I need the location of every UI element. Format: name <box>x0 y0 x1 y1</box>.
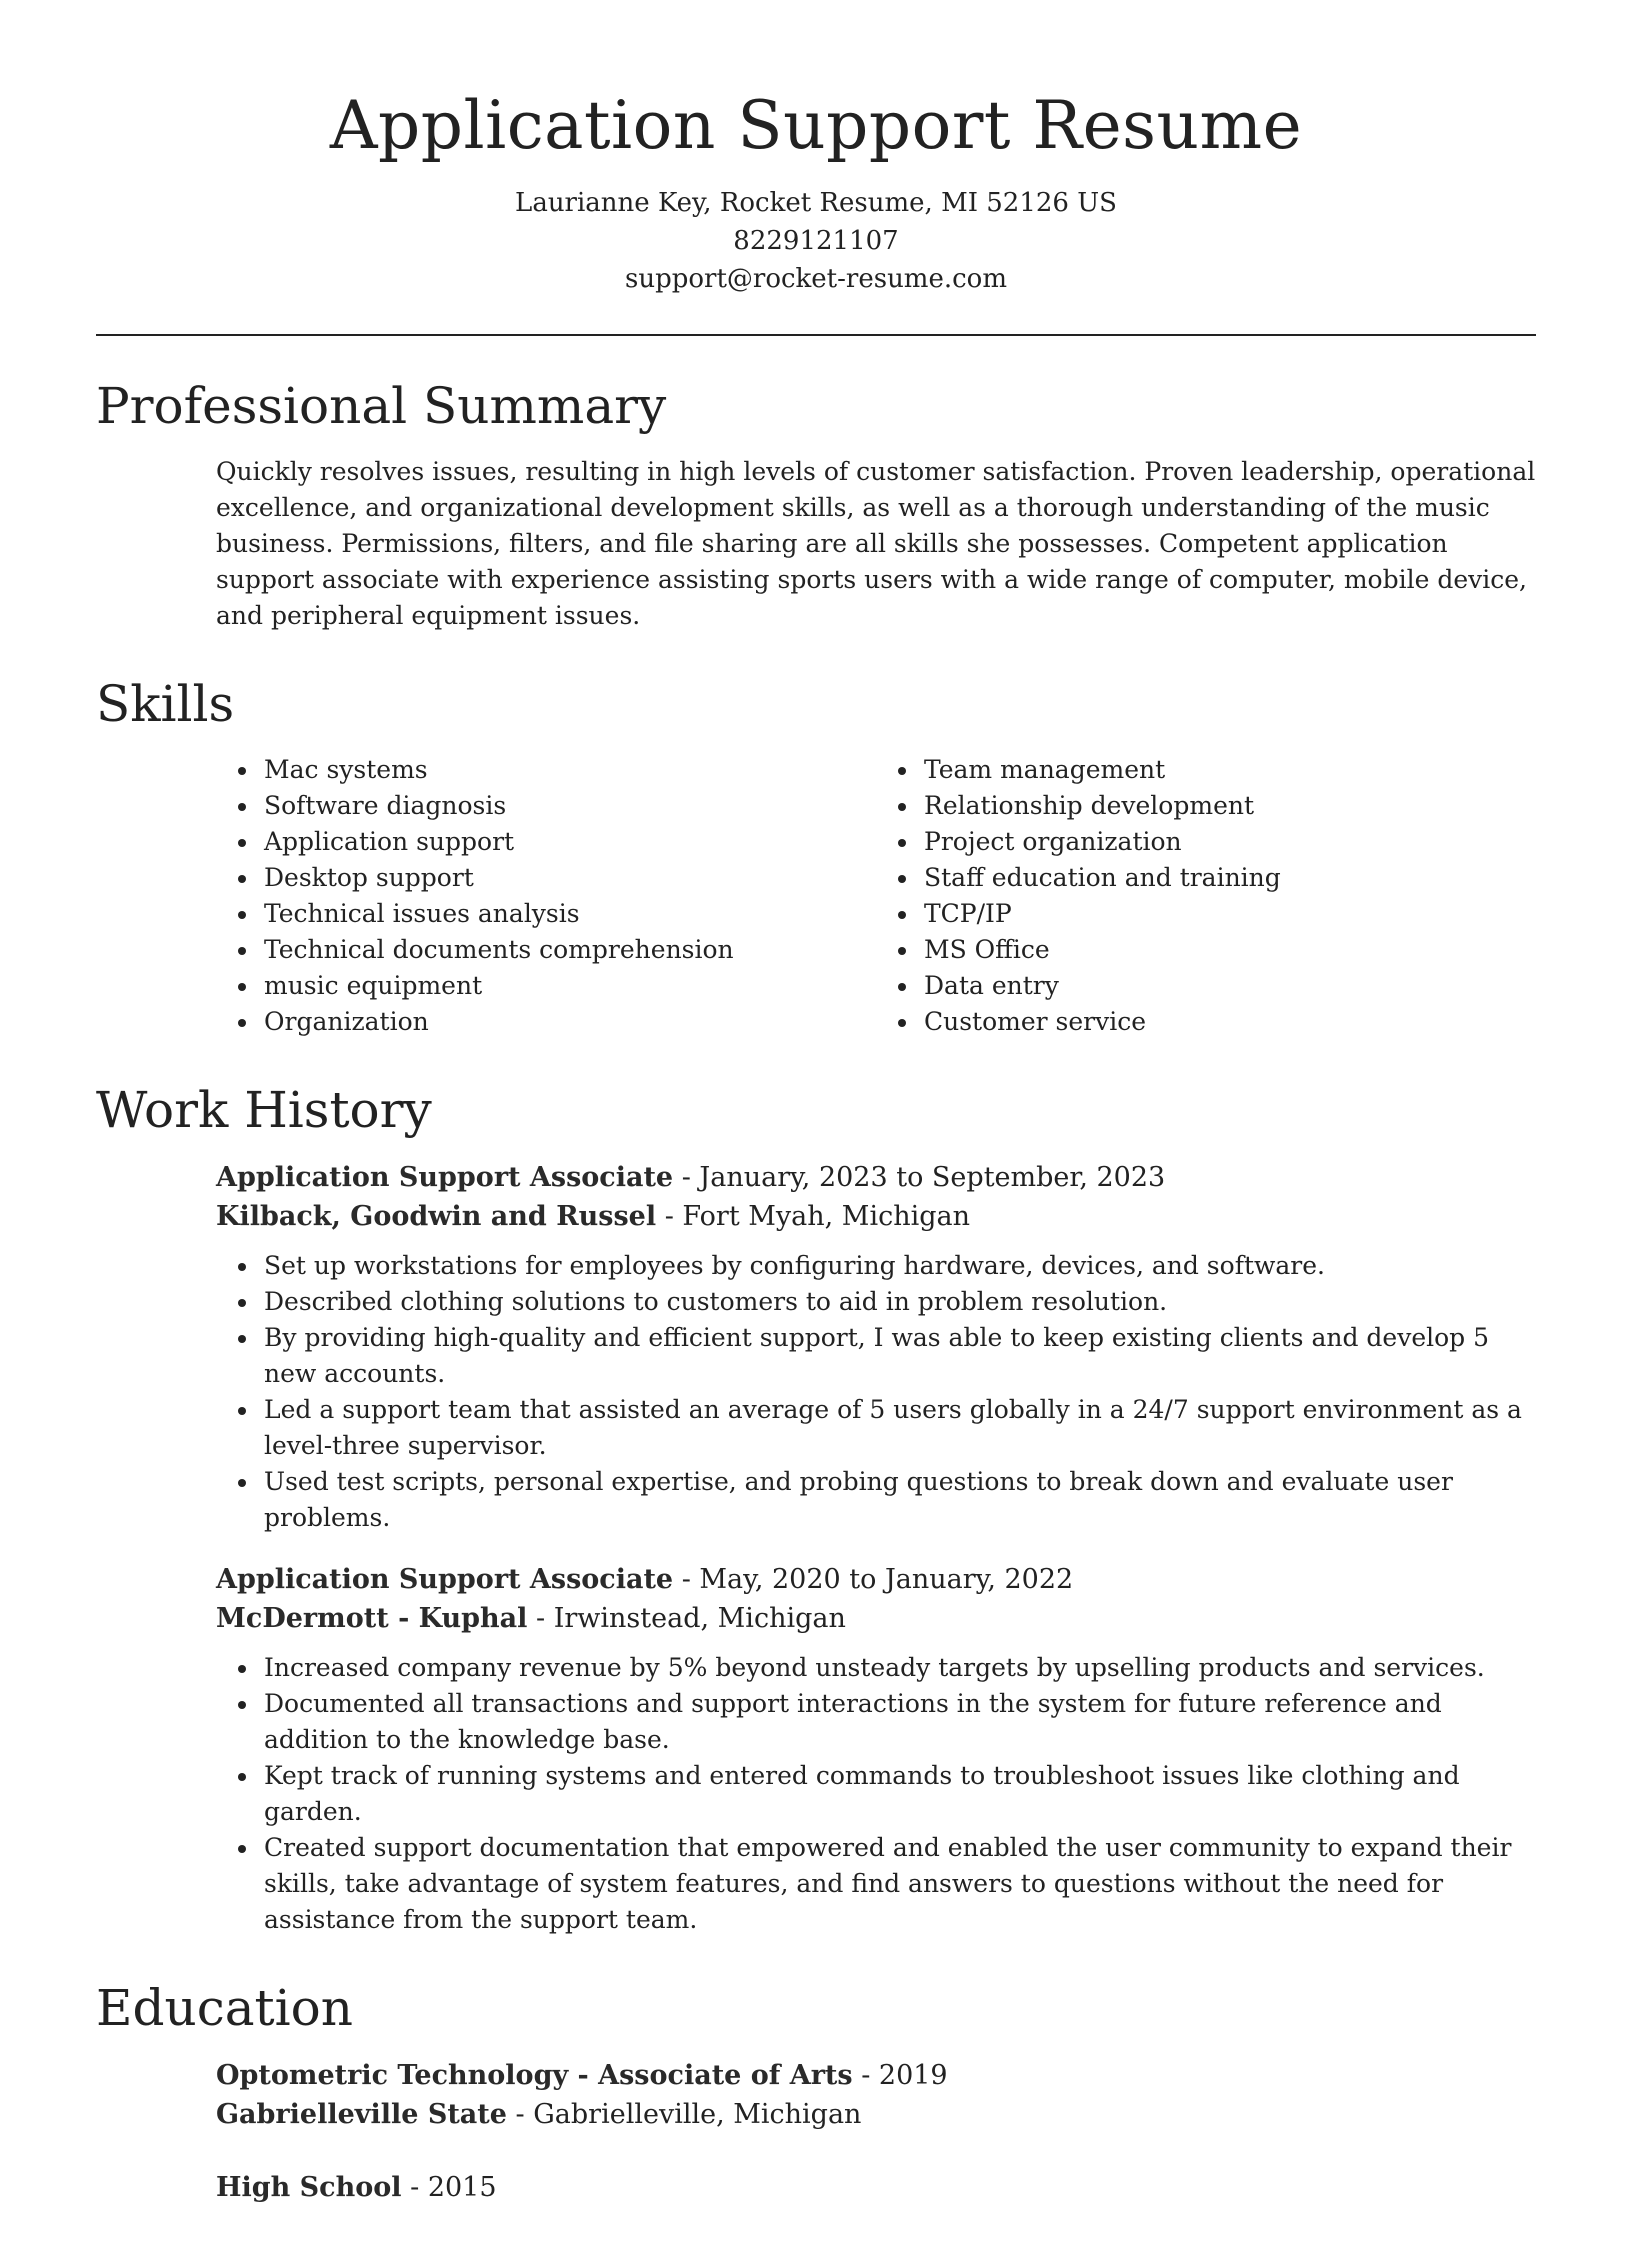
education-degree: High School <box>216 2172 402 2203</box>
job-title: Application Support Associate <box>216 1162 674 1193</box>
education-degree: Optometric Technology - Associate of Arts <box>216 2060 853 2091</box>
contact-email: support@rocket-resume.com <box>624 264 1007 294</box>
skills-column-right <box>876 752 1536 1040</box>
education-location: - Gabrielleville, Michigan <box>506 2099 862 2130</box>
duty-item: • Described clothing solutions to customers to aid in problem resolution. <box>260 1284 1536 1320</box>
duty-item: • Increased company revenue by 5% beyond unsteady targets by upselling products and services. <box>260 1650 1536 1686</box>
skill-item: • Mac systems <box>260 752 876 788</box>
skill-item: • Team management <box>920 752 1536 788</box>
job-duties <box>216 1248 1536 1536</box>
skills-heading: Skills <box>96 675 235 733</box>
job-company: McDermott - Kuphal <box>216 1603 528 1634</box>
education-year: - 2015 <box>401 2172 497 2203</box>
header-divider <box>96 334 1536 336</box>
job-title-line <box>216 1158 1536 1197</box>
duty-item: • Set up workstations for employees by configuring hardware, devices, and software. <box>260 1248 1536 1284</box>
education-entry <box>216 2168 1536 2207</box>
skill-item: • Organization <box>260 1004 876 1040</box>
duty-item: • Documented all transactions and support interactions in the system for future reference and addition to the knowledge base. <box>260 1686 1536 1758</box>
work-history-section <box>216 1158 1536 1938</box>
summary-section <box>216 454 1536 634</box>
skill-item: • Technical documents comprehension <box>260 932 876 968</box>
education-section <box>216 2056 1536 2207</box>
job-location: - Irwinstead, Michigan <box>527 1603 846 1634</box>
education-degree-line <box>216 2168 1536 2207</box>
skill-item: • Technical issues analysis <box>260 896 876 932</box>
page-title: Application Support Resume <box>329 87 1303 164</box>
job-entry <box>216 1560 1536 1938</box>
duty-item: • Kept track of running systems and entered commands to troubleshoot issues like clothing and garden. <box>260 1758 1536 1830</box>
job-dates: - May, 2020 to January, 2022 <box>673 1564 1074 1595</box>
skill-item: • Relationship development <box>920 788 1536 824</box>
job-company: Kilback, Goodwin and Russel <box>216 1201 657 1232</box>
skill-item: • Desktop support <box>260 860 876 896</box>
education-entry <box>216 2056 1536 2134</box>
education-school-line <box>216 2095 1536 2134</box>
job-entry <box>216 1158 1536 1536</box>
skill-item: • TCP/IP <box>920 896 1536 932</box>
skill-item: • MS Office <box>920 932 1536 968</box>
contact-phone: 8229121107 <box>733 226 899 256</box>
duty-item: • Used test scripts, personal expertise, and probing questions to break down and evaluate user problems. <box>260 1464 1536 1536</box>
skill-item: • Application support <box>260 824 876 860</box>
summary-heading: Professional Summary <box>96 377 667 435</box>
skill-item: • Customer service <box>920 1004 1536 1040</box>
skill-item: • music equipment <box>260 968 876 1004</box>
summary-text: Quickly resolves issues, resulting in high levels of customer satisfaction. Proven leadership, operational excellence, and organizational development skills, as well as a thorough understanding of the music business. Permissions, filters, and file sharing are all skills she possesses. Competent application support associate with experience assisting sports users with a wide range of computer, mobile device, and peripheral equipment issues. <box>216 457 1536 630</box>
contact-address: Laurianne Key, Rocket Resume, MI 52126 US <box>515 188 1117 218</box>
job-title-line <box>216 1560 1536 1599</box>
skill-item: • Staff education and training <box>920 860 1536 896</box>
skill-item: • Data entry <box>920 968 1536 1004</box>
skills-column-left <box>216 752 876 1040</box>
education-year: - 2019 <box>852 2060 948 2091</box>
job-location: - Fort Myah, Michigan <box>656 1201 970 1232</box>
work-history-heading: Work History <box>96 1081 432 1139</box>
education-school: Gabrielleville State <box>216 2099 507 2130</box>
education-degree-line <box>216 2056 1536 2095</box>
duty-item: • By providing high-quality and efficient support, I was able to keep existing clients and develop 5 new accounts. <box>260 1320 1536 1392</box>
resume-page <box>96 0 1536 2241</box>
skill-item: • Software diagnosis <box>260 788 876 824</box>
job-company-line <box>216 1197 1536 1236</box>
duty-item: • Led a support team that assisted an average of 5 users globally in a 24/7 support environment as a level-three supervisor. <box>260 1392 1536 1464</box>
job-company-line <box>216 1599 1536 1638</box>
job-duties <box>216 1650 1536 1938</box>
skills-list <box>216 752 1536 1040</box>
job-dates: - January, 2023 to September, 2023 <box>673 1162 1166 1193</box>
skill-item: • Project organization <box>920 824 1536 860</box>
duty-item: • Created support documentation that empowered and enabled the user community to expand their skills, take advantage of system features, and find answers to questions without the need for assistance from the support team. <box>260 1830 1536 1938</box>
job-title: Application Support Associate <box>216 1564 674 1595</box>
education-heading: Education <box>96 1979 353 2037</box>
